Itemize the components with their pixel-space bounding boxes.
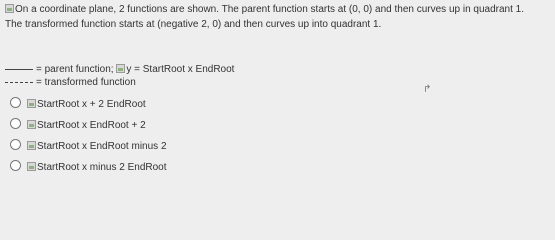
- answer-option-4[interactable]: [10, 160, 270, 176]
- solid-line-swatch: [5, 69, 33, 70]
- question-text-2: The transformed function starts at (negative 2, 0) and then curves up into quadrant 1.: [5, 19, 382, 30]
- answer-option-2[interactable]: [10, 118, 270, 134]
- radio-icon[interactable]: [10, 118, 21, 129]
- broken-image-icon: [27, 120, 36, 129]
- broken-image-icon: [5, 4, 14, 13]
- legend-parent-expr: y = StartRoot x EndRoot: [126, 64, 235, 75]
- answer-option-3[interactable]: [10, 139, 270, 155]
- option-label: StartRoot x minus 2 EndRoot: [37, 162, 167, 173]
- question-text-1: On a coordinate plane, 2 functions are shown. The parent function starts at (0, 0) and then curves up in quadrant 1.: [15, 4, 525, 15]
- broken-image-icon: [27, 162, 36, 171]
- question-line-2: [5, 19, 381, 31]
- radio-icon[interactable]: [10, 139, 21, 150]
- legend-transformed: [5, 77, 136, 89]
- broken-image-icon: [116, 64, 125, 73]
- cursor-icon: ↱: [423, 84, 432, 95]
- legend-transformed-text: = transformed function: [36, 77, 136, 88]
- radio-icon[interactable]: [10, 160, 21, 171]
- option-label: StartRoot x EndRoot minus 2: [37, 141, 167, 152]
- dashed-line-swatch: [5, 82, 33, 83]
- option-label: StartRoot x EndRoot + 2: [37, 120, 146, 131]
- legend-parent: [5, 64, 234, 76]
- option-label: StartRoot x + 2 EndRoot: [37, 99, 146, 110]
- legend-parent-text: = parent function;: [36, 64, 117, 75]
- radio-icon[interactable]: [10, 97, 21, 108]
- answer-option-1[interactable]: [10, 97, 270, 113]
- question-line-1: [5, 4, 524, 16]
- broken-image-icon: [27, 99, 36, 108]
- broken-image-icon: [27, 141, 36, 150]
